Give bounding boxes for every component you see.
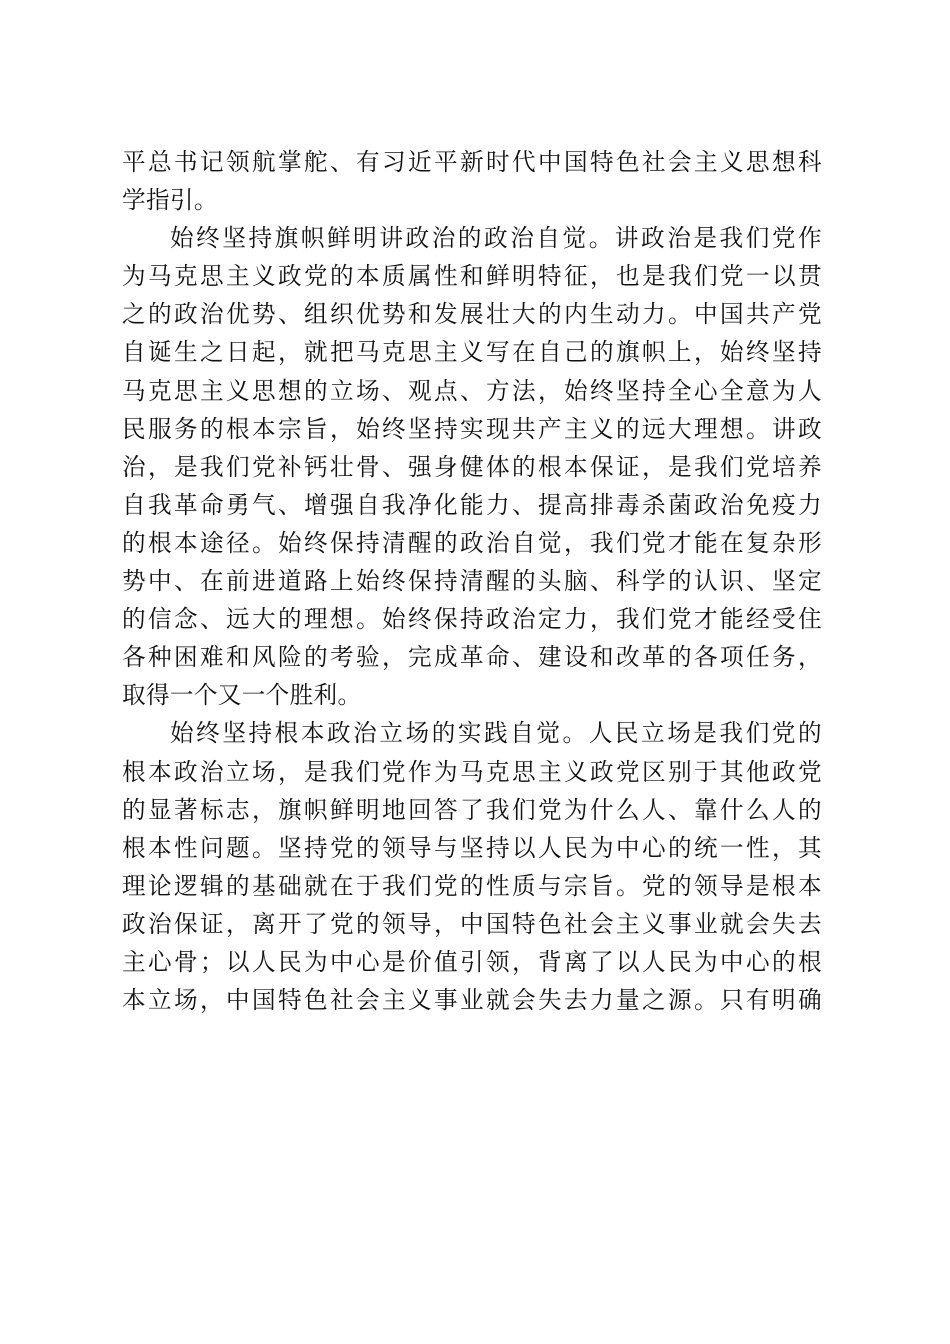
text-line: 学指引。 <box>122 186 218 215</box>
text-line: 始终坚持根本政治立场的实践自觉。人民立场是我们党的 <box>170 719 822 748</box>
paragraph-1 <box>122 143 822 219</box>
text-line: 的信念、远大的理想。始终保持政治定力，我们党才能经受住 <box>122 605 822 634</box>
text-line: 本立场，中国特色社会主义事业就会失去力量之源。只有明确 <box>122 986 822 1015</box>
text-line: 之的政治优势、组织优势和发展壮大的内生动力。中国共产党 <box>122 300 822 329</box>
paragraph-3 <box>122 714 822 1019</box>
text-line: 政治保证，离开了党的领导，中国特色社会主义事业就会失去 <box>122 909 822 938</box>
text-line: 自诞生之日起，就把马克思主义写在自己的旗帜上，始终坚持 <box>122 338 822 367</box>
paragraph-2 <box>122 219 822 714</box>
text-line: 始终坚持旗帜鲜明讲政治的政治自觉。讲政治是我们党作 <box>170 224 822 253</box>
text-line: 取得一个又一个胜利。 <box>122 681 362 710</box>
text-line: 平总书记领航掌舵、有习近平新时代中国特色社会主义思想科 <box>122 148 822 176</box>
text-line: 为马克思主义政党的本质属性和鲜明特征，也是我们党一以贯 <box>122 262 822 291</box>
text-line: 的根本途径。始终保持清醒的政治自觉，我们党才能在复杂形 <box>122 528 822 557</box>
text-line: 主心骨；以人民为中心是价值引领，背离了以人民为中心的根 <box>122 947 822 976</box>
text-line: 自我革命勇气、增强自我净化能力、提高排毒杀菌政治免疫力 <box>122 490 822 519</box>
text-line: 势中、在前进道路上始终保持清醒的头脑、科学的认识、坚定 <box>122 567 822 596</box>
text-line: 马克思主义思想的立场、观点、方法，始终坚持全心全意为人 <box>122 376 822 405</box>
text-line: 理论逻辑的基础就在于我们党的性质与宗旨。党的领导是根本 <box>122 871 822 900</box>
text-line: 治，是我们党补钙壮骨、强身健体的根本保证，是我们党培养 <box>122 452 822 481</box>
text-line: 各种困难和风险的考验，完成革命、建设和改革的各项任务， <box>122 643 822 672</box>
text-line: 根本性问题。坚持党的领导与坚持以人民为中心的统一性，其 <box>122 833 822 862</box>
document-body <box>122 143 822 1019</box>
text-line: 民服务的根本宗旨，始终坚持实现共产主义的远大理想。讲政 <box>122 414 822 443</box>
text-line: 的显著标志，旗帜鲜明地回答了我们党为什么人、靠什么人的 <box>122 795 822 824</box>
text-line: 根本政治立场，是我们党作为马克思主义政党区别于其他政党 <box>122 757 822 786</box>
